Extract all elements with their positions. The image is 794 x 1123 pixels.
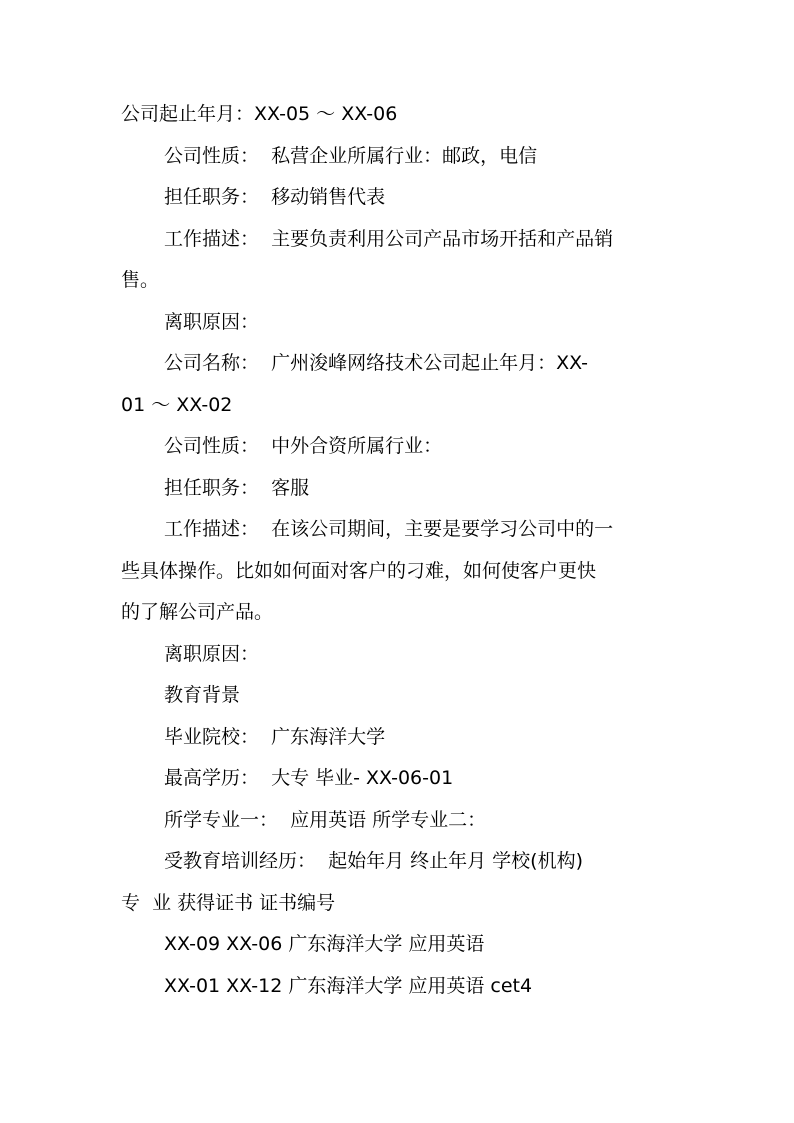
text-line: 离职原因： bbox=[164, 310, 260, 333]
text-line: 担任职务： 客服 bbox=[164, 476, 310, 499]
text-line: 所学专业一： 应用英语 所学专业二： bbox=[164, 808, 487, 831]
text-line: 售。 bbox=[121, 269, 160, 291]
text-line: 01 ～ XX-02 bbox=[121, 393, 233, 416]
text-line: 担任职务： 移动销售代表 bbox=[164, 186, 386, 208]
text-line: XX-01 XX-12 广东海洋大学 应用英语 cet4 bbox=[164, 974, 533, 997]
text-line: 公司性质： 私营企业所属行业：邮政，电信 bbox=[164, 144, 538, 167]
text-line: 工作描述： 主要负责利用公司产品市场开括和产品销 bbox=[164, 227, 614, 250]
text-line: 离职原因： bbox=[164, 642, 260, 665]
text-line: 的了解公司产品。 bbox=[121, 601, 274, 623]
text-line: 公司起止年月：XX-05 ～ XX-06 bbox=[121, 103, 398, 125]
text-line: XX-09 XX-06 广东海洋大学 应用英语 bbox=[164, 933, 485, 955]
document-body bbox=[121, 94, 681, 1007]
text-line: 些具体操作。比如如何面对客户的刁难，如何使客户更快 bbox=[121, 559, 597, 582]
text-line: 公司名称： 广州浚峰网络技术公司起止年月：XX- bbox=[164, 352, 589, 374]
text-line: 毕业院校： 广东海洋大学 bbox=[164, 725, 386, 748]
text-line: 专 业 获得证书 证书编号 bbox=[121, 891, 336, 914]
text-line: 教育背景 bbox=[164, 684, 241, 706]
text-line: 公司性质： 中外合资所属行业： bbox=[164, 435, 443, 457]
text-line: 受教育培训经历： 起始年月 终止年月 学校(机构) bbox=[164, 850, 583, 872]
text-line: 最高学历： 大专 毕业- XX-06-01 bbox=[164, 767, 454, 789]
text-line: 工作描述： 在该公司期间，主要是要学习公司中的一 bbox=[164, 518, 614, 540]
